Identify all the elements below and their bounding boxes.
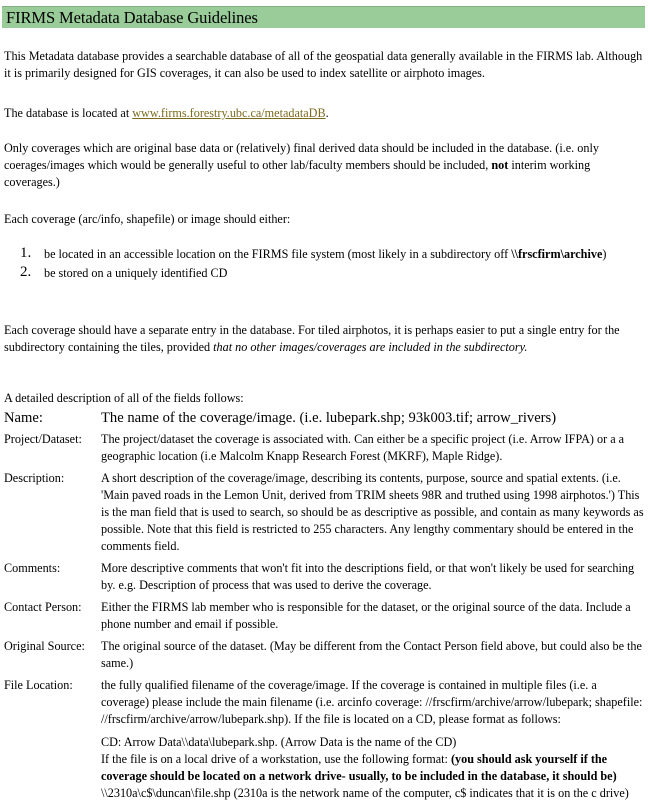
field-row [4,431,646,465]
only-coverages-paragraph [4,140,644,191]
field-row [4,408,646,428]
field-value: A short description of the coverage/image, describing its contents, purpose, source and spatial extents. (i.e. 'Main paved roads in the Lemon Unit, derived from TRIM sheets 98R and truthed using 1998 airphotos.') This is the man field that is used to search, so should be as descriptive as possible, and contain as many keywords as possible. Note that this field is restricted to 255 characters. Any lengthy commentary should be entered in the comments field. [101,471,644,553]
field-row [4,560,646,594]
title-bar [2,6,645,28]
field-row [4,677,646,802]
local-drive-note [101,751,646,785]
list-item-bold: \\frscfirm\archive [511,247,603,261]
unc-example: \\2310a\c$\duncan\file.shp (2310a is the network name of the computer, c$ indicates that it is on the c drive) [101,786,629,800]
field-value: The project/dataset the coverage is associated with. Can either be a specific project (i.e. Arrow IFPA) or a a geographic location (i.e Malcolm Knapp Research Forest (MKRF), Maple Ridge). [101,432,625,463]
field-row [4,638,646,672]
field-label: Contact Person: [4,600,82,614]
location-suffix: . [325,106,329,120]
list-item [4,246,644,263]
intro-paragraph: This Metadata database provides a searchable database of all of the geospatial data generally available in the FIRMS lab. Although it is primarily designed for GIS coverages, it can also be used to index satellite or airphoto images. [4,49,643,80]
list-number: 1. [20,245,32,261]
local-drive-bold: (you should ask yourself if the coverage should be located on a network drive- usually, to be included in the database, it should be) [101,752,617,783]
list-item-text: be located in an accessible location on the FIRMS file system (most likely in a subdirectory off [44,247,512,261]
field-value: More descriptive comments that won't fit into the descriptions field, or that won't likely be used for searching by. e.g. Description of process that was used to derive the coverage. [101,561,635,592]
field-label: Project/Dataset: [4,432,82,446]
separate-entry-text: Each coverage should have a separate entry in the database. For tiled airphotos, it is perhaps easier to put a single entry for the subdirectory containing the tiles, provided [4,323,620,354]
field-value-container [101,677,646,802]
only-coverages-text: Only coverages which are original base data or (relatively) final derived data should be included in the database. (i.e. only coerages/images which would be generally useful to other lab/faculty members should be included, [4,141,599,172]
list-item-tail: ) [602,247,607,261]
field-label: Name: [4,410,43,426]
local-drive-prefix: If the file is on a local drive of a workstation, use the following format: [101,752,451,766]
requirements-list [4,246,644,282]
field-label: File Location: [4,678,73,692]
list-number: 2. [20,264,32,280]
only-coverages-tail: interim working coverages.) [4,158,591,189]
field-value: the fully qualified filename of the coverage/image. If the coverage is contained in multiple files (i.e. a coverage) please include the main filename (i.e. arcinfo coverage: //frscfirm/archive/arrow/lubepark; shapefile: //frscfirm/archive/arrow/lubepark.shp). If the file is located on a CD, please format as follows: [101,678,643,726]
location-paragraph [4,105,644,122]
detailed-heading: A detailed description of all of the fields follows: [4,391,244,405]
database-link[interactable]: www.firms.forestry.ubc.ca/metadataDB [132,106,326,120]
field-label: Comments: [4,561,61,575]
cd-example: CD: Arrow Data\\data\lubepark.shp. (Arrow Data is the name of the CD) [101,735,457,749]
field-row [4,470,646,555]
page-title: FIRMS Metadata Database Guidelines [6,8,258,27]
field-value: Either the FIRMS lab member who is responsible for the dataset, or the original source of the data. Include a phone number and email if possible. [101,600,631,631]
field-label: Description: [4,471,65,485]
separate-entry-paragraph [4,322,644,356]
each-coverage-paragraph: Each coverage (arc/info, shapefile) or image should either: [4,212,291,226]
field-label: Original Source: [4,639,85,653]
field-row [4,599,646,633]
fields-table [4,408,646,802]
list-item-text: be stored on a uniquely identified CD [44,266,228,280]
only-coverages-bold: not [491,158,509,172]
field-value: The original source of the dataset. (May be different from the Contact Person field above, but could also be the same.) [101,639,642,670]
field-value: The name of the coverage/image. (i.e. lubepark.shp; 93k003.tif; arrow_rivers) [101,410,557,426]
location-prefix: The database is located at [4,106,133,120]
list-item [4,265,644,282]
separate-entry-italic: that no other images/coverages are included in the subdirectory. [213,340,528,354]
